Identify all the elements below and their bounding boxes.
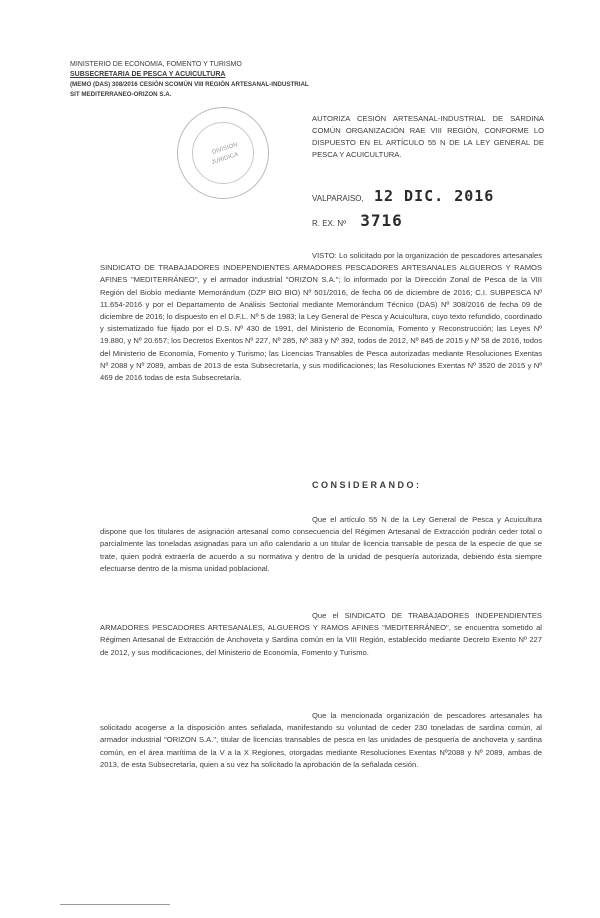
date-line [312, 187, 494, 205]
letterhead [70, 60, 310, 100]
footer-rule [60, 904, 170, 905]
memo-reference: (MEMO (DAS) 308/2016 CESIÓN SCOMÚN VIII REGIÓN ARTESANAL-INDUSTRIAL [70, 81, 309, 88]
stamp-text-2: JURIDICA [210, 151, 240, 167]
date-city: VALPARAISO, [312, 194, 364, 203]
undersecretariat-name: SUBSECRETARIA DE PESCA Y ACUICULTURA [70, 71, 226, 78]
resolution-label: R. EX. Nº [312, 219, 347, 228]
resolution-number-line [312, 211, 403, 230]
date-stamp: 12 DIC. 2016 [373, 187, 495, 205]
considerando-heading: CONSIDERANDO: [312, 480, 422, 490]
division-stamp [177, 107, 269, 199]
visto-paragraph: VISTO: Lo solicitado por la organización de pescadores artesanales SINDICATO DE TRABAJADORES INDEPENDIENTES ARMADORES PESCADORES ARTESANALES ALGUEROS Y RAMOS AFINES "MEDITERRÁNEO", y el armador industrial "ORIZON S.A."; lo informado por la Dirección Zonal de Pesca de la VIII Región del Biobío mediante Memorándum (DZP BIO BIO) Nº 501/2016, de fecha 06 de diciembre de 2016; C.I. SUBPESCA Nº 11.654-2016 y por el Departamento de Análisis Sectorial mediante Memorándum Técnico (DAS) Nº 308/2016 de fecha 09 de diciembre de 2016; lo dispuesto en el D.F.L. Nº 5 de 1983; la Ley General de Pesca y Acuicultura, cuyo texto refundido, coordinado y sistematizado fue fijado por el D.S. Nº 430 de 1991, del Ministerio de Economía, Fomento y Reconstrucción; las Leyes Nº 19.880, y Nº 20.657; los Decretos Exentos Nº 227, Nº 285, Nº 383 y Nº 392, todos de 2012, Nº 845 de 2015 y Nº 58 de 2016, todos del Ministerio de Economía, Fomento y Turismo; las Licencias Transables de Pesca autorizadas mediante Resoluciones Exentas Nº 2088 y Nº 2089, ambas de 2013 de esta Subsecretaría, y sus modificaciones; las Resoluciones Exentas Nº 3520 de 2015 y Nº 469 de 2016 todas de esta Subsecretaría. [100, 251, 542, 383]
considerando-paragraph-3: Que la mencionada organización de pescadores artesanales ha solicitado acogerse a la disposición antes señalada, manifestando su voluntad de ceder 230 toneladas de sardina común, al armador industrial "ORIZON S.A.", titular de licencias transables de pesca en las unidades de pesquería de anchoveta y sardina común, en el área marítima de la V a la X Regiones, otorgadas mediante Resoluciones Exentas Nº2088 y Nº 2089, ambas de 2013, de esta Subsecretaría, quien a su vez ha solicitado la aprobación de la señalada cesión. [100, 711, 542, 769]
stamp-text-1: DIVISION [211, 142, 239, 156]
considerando-paragraph-2: Que el SINDICATO DE TRABAJADORES INDEPENDIENTES ARMADORES PESCADORES ARTESANALES, ALGUEROS Y RAMOS AFINES "MEDITERRÁNEO", se encuentra sometido al Régimen Artesanal de Extracción de Anchoveta y Sardina común en la VIII Región, establecido mediante Decreto Exento Nº 227 de 2012, y sus modificaciones, del Ministerio de Economía, Fomento y Turismo. [100, 611, 542, 657]
parties-reference: SIT MEDITERRANEO-ORIZON S.A. [70, 91, 172, 98]
ministry-name: MINISTERIO DE ECONOMIA, FOMENTO Y TURISMO [70, 61, 242, 68]
resolution-number: 3716 [360, 211, 403, 230]
considerando-paragraph-1: Que el artículo 55 N de la Ley General de Pesca y Acuicultura dispone que los titulares de asignación artesanal como consecuencia del Régimen Artesanal de Extracción podrán ceder total o parcialmente las toneladas asignadas para un año calendario a un titular de licencia transable de pesca de la especie de que se trate, quien podrá extraerla de acuerdo a su normativa y dentro de la unidad de pesquería autorizada, debiendo ésta siempre efectuarse dentro de la misma unidad poblacional. [100, 515, 542, 573]
resolution-title: AUTORIZA CESIÓN ARTESANAL-INDUSTRIAL DE SARDINA COMÚN ORGANIZACIÓN RAE VIII REGIÓN, CONFORME LO DISPUESTO EN EL ARTÍCULO 55 N DE LA LEY GENERAL DE PESCA Y ACUICULTURA. [312, 114, 544, 159]
